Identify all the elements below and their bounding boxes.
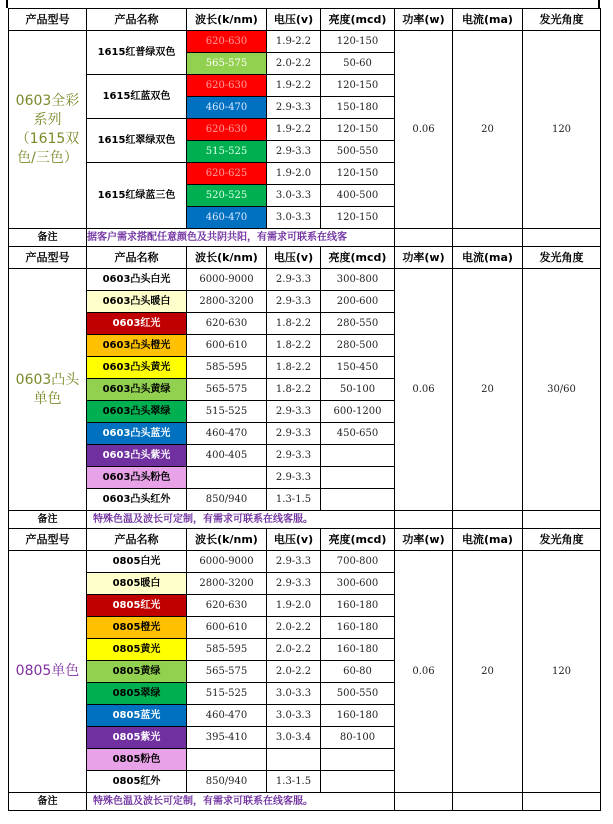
product-name: 0603凸头红外 (87, 489, 187, 511)
product-name: 0603凸头紫光 (87, 445, 187, 467)
model-cell: 0603凸头单色 (9, 269, 87, 511)
wavelength-cell: 620-630 (187, 119, 267, 141)
top-border-left (6, 0, 8, 8)
column-header: 电流(ma) (453, 9, 523, 31)
note-label: 备注 (9, 229, 87, 247)
brightness-cell (321, 445, 395, 467)
note-label: 备注 (9, 793, 87, 811)
table-row (9, 551, 601, 573)
column-header: 电压(v) (267, 529, 321, 551)
brightness-cell (321, 771, 395, 793)
product-name: 0603凸头翠绿 (87, 401, 187, 423)
current-cell: 20 (453, 31, 523, 229)
product-name: 0603凸头黄光 (87, 357, 187, 379)
product-name: 0603红光 (87, 313, 187, 335)
brightness-cell: 160-180 (321, 705, 395, 727)
column-header: 电流(ma) (453, 247, 523, 269)
product-name: 0805白光 (87, 551, 187, 573)
wavelength-cell: 515-525 (187, 141, 267, 163)
product-name: 0603凸头粉色 (87, 467, 187, 489)
wavelength-cell: 620-630 (187, 595, 267, 617)
product-name: 1615红绿蓝三色 (87, 163, 187, 229)
voltage-cell: 2.9-3.3 (267, 97, 321, 119)
brightness-cell: 450-650 (321, 423, 395, 445)
brightness-cell: 700-800 (321, 551, 395, 573)
led-spec-table (8, 8, 601, 811)
wavelength-cell: 850/940 (187, 489, 267, 511)
brightness-cell: 120-150 (321, 207, 395, 229)
voltage-cell: 2.9-3.3 (267, 445, 321, 467)
product-name: 0805黄光 (87, 639, 187, 661)
note-blank (453, 229, 523, 247)
voltage-cell: 1.9-2.2 (267, 119, 321, 141)
voltage-cell: 2.9-3.3 (267, 269, 321, 291)
note-blank (395, 793, 453, 811)
product-name: 0805黄绿 (87, 661, 187, 683)
wavelength-cell: 620-625 (187, 163, 267, 185)
note-blank (395, 229, 453, 247)
column-header: 产品名称 (87, 247, 187, 269)
product-name: 0805紫光 (87, 727, 187, 749)
voltage-cell: 3.0-3.3 (267, 683, 321, 705)
voltage-cell: 1.8-2.2 (267, 357, 321, 379)
angle-cell: 120 (523, 31, 601, 229)
product-name: 0805粉色 (87, 749, 187, 771)
voltage-cell: 3.0-3.4 (267, 727, 321, 749)
wavelength-cell: 460-470 (187, 423, 267, 445)
product-name: 1615红普绿双色 (87, 31, 187, 75)
wavelength-cell (187, 749, 267, 771)
voltage-cell (267, 749, 321, 771)
column-header: 电压(v) (267, 9, 321, 31)
wavelength-cell: 620-630 (187, 313, 267, 335)
brightness-cell: 160-180 (321, 639, 395, 661)
voltage-cell: 1.9-2.0 (267, 595, 321, 617)
column-header: 发光角度 (523, 9, 601, 31)
brightness-cell: 120-150 (321, 163, 395, 185)
brightness-cell: 300-800 (321, 269, 395, 291)
voltage-cell: 1.9-2.2 (267, 31, 321, 53)
brightness-cell: 500-550 (321, 141, 395, 163)
product-name: 0603凸头蓝光 (87, 423, 187, 445)
product-name: 0603凸头白光 (87, 269, 187, 291)
wavelength-cell: 585-595 (187, 639, 267, 661)
wavelength-cell: 620-630 (187, 75, 267, 97)
wavelength-cell: 850/940 (187, 771, 267, 793)
table-row (9, 31, 601, 53)
wavelength-cell: 395-410 (187, 727, 267, 749)
column-header: 功率(w) (395, 247, 453, 269)
product-name: 0603凸头黄绿 (87, 379, 187, 401)
column-header: 波长(k/nm) (187, 247, 267, 269)
voltage-cell: 3.0-3.3 (267, 705, 321, 727)
voltage-cell: 1.8-2.2 (267, 313, 321, 335)
voltage-cell: 1.9-2.0 (267, 163, 321, 185)
brightness-cell: 300-600 (321, 573, 395, 595)
voltage-cell: 2.0-2.2 (267, 617, 321, 639)
power-cell: 0.06 (395, 31, 453, 229)
wavelength-cell: 585-595 (187, 357, 267, 379)
voltage-cell: 1.3-1.5 (267, 771, 321, 793)
wavelength-cell: 400-405 (187, 445, 267, 467)
voltage-cell: 2.0-2.2 (267, 53, 321, 75)
product-name: 0805橙光 (87, 617, 187, 639)
column-header: 产品名称 (87, 9, 187, 31)
note-row (9, 793, 601, 811)
column-header: 发光角度 (523, 247, 601, 269)
wavelength-cell: 565-575 (187, 379, 267, 401)
note-blank (523, 793, 601, 811)
voltage-cell: 2.9-3.3 (267, 423, 321, 445)
column-header: 产品型号 (9, 9, 87, 31)
wavelength-cell: 2800-3200 (187, 291, 267, 313)
voltage-cell: 2.9-3.3 (267, 291, 321, 313)
column-header: 产品型号 (9, 247, 87, 269)
wavelength-cell: 620-630 (187, 31, 267, 53)
note-blank (453, 511, 523, 529)
column-header: 波长(k/nm) (187, 529, 267, 551)
angle-cell: 120 (523, 551, 601, 793)
note-text: 据客户需求搭配任意颜色及共阴共阳，有需求可联系在线客 (87, 229, 395, 247)
wavelength-cell (187, 467, 267, 489)
column-header: 亮度(mcd) (321, 529, 395, 551)
column-header: 亮度(mcd) (321, 247, 395, 269)
header-row (9, 247, 601, 269)
brightness-cell: 80-100 (321, 727, 395, 749)
brightness-cell: 120-150 (321, 31, 395, 53)
voltage-cell: 2.0-2.2 (267, 661, 321, 683)
model-cell: 0805单色 (9, 551, 87, 793)
brightness-cell: 120-150 (321, 75, 395, 97)
column-header: 功率(w) (395, 529, 453, 551)
brightness-cell: 150-450 (321, 357, 395, 379)
note-blank (523, 511, 601, 529)
product-name: 0805翠绿 (87, 683, 187, 705)
current-cell: 20 (453, 269, 523, 511)
product-name: 0603凸头橙光 (87, 335, 187, 357)
brightness-cell (321, 749, 395, 771)
voltage-cell: 2.9-3.3 (267, 467, 321, 489)
note-text: 特殊色温及波长可定制，有需求可联系在线客服。 (87, 511, 395, 529)
brightness-cell: 60-80 (321, 661, 395, 683)
wavelength-cell: 460-470 (187, 97, 267, 119)
voltage-cell: 1.8-2.2 (267, 379, 321, 401)
header-row (9, 9, 601, 31)
brightness-cell: 280-550 (321, 313, 395, 335)
column-header: 产品型号 (9, 529, 87, 551)
power-cell: 0.06 (395, 269, 453, 511)
brightness-cell: 160-180 (321, 595, 395, 617)
note-blank (523, 229, 601, 247)
note-row (9, 229, 601, 247)
product-name: 0805暖白 (87, 573, 187, 595)
wavelength-cell: 520-525 (187, 185, 267, 207)
brightness-cell: 600-1200 (321, 401, 395, 423)
product-name: 0603凸头暖白 (87, 291, 187, 313)
note-text: 特殊色温及波长可定制，有需求可联系在线客服。 (87, 793, 395, 811)
product-name: 1615红蓝双色 (87, 75, 187, 119)
note-label: 备注 (9, 511, 87, 529)
brightness-cell: 50-100 (321, 379, 395, 401)
voltage-cell: 3.0-3.3 (267, 185, 321, 207)
column-header: 功率(w) (395, 9, 453, 31)
voltage-cell: 1.9-2.2 (267, 75, 321, 97)
column-header: 波长(k/nm) (187, 9, 267, 31)
brightness-cell: 160-180 (321, 617, 395, 639)
column-header: 电压(v) (267, 247, 321, 269)
note-blank (453, 793, 523, 811)
wavelength-cell: 600-610 (187, 617, 267, 639)
table-row (9, 269, 601, 291)
voltage-cell: 3.0-3.3 (267, 207, 321, 229)
header-row (9, 529, 601, 551)
product-name: 0805红光 (87, 595, 187, 617)
voltage-cell: 1.8-2.2 (267, 335, 321, 357)
current-cell: 20 (453, 551, 523, 793)
wavelength-cell: 460-470 (187, 207, 267, 229)
brightness-cell: 120-150 (321, 119, 395, 141)
note-blank (395, 511, 453, 529)
product-name: 0805红外 (87, 771, 187, 793)
brightness-cell (321, 467, 395, 489)
model-cell: 0603全彩系列（1615双色/三色） (9, 31, 87, 229)
column-header: 发光角度 (523, 529, 601, 551)
wavelength-cell: 600-610 (187, 335, 267, 357)
wavelength-cell: 2800-3200 (187, 573, 267, 595)
wavelength-cell: 6000-9000 (187, 269, 267, 291)
wavelength-cell: 565-575 (187, 53, 267, 75)
wavelength-cell: 515-525 (187, 401, 267, 423)
brightness-cell: 500-550 (321, 683, 395, 705)
column-header: 产品名称 (87, 529, 187, 551)
angle-cell: 30/60 (523, 269, 601, 511)
brightness-cell: 280-500 (321, 335, 395, 357)
brightness-cell: 50-60 (321, 53, 395, 75)
voltage-cell: 2.9-3.3 (267, 401, 321, 423)
column-header: 亮度(mcd) (321, 9, 395, 31)
voltage-cell: 1.3-1.5 (267, 489, 321, 511)
brightness-cell: 200-600 (321, 291, 395, 313)
brightness-cell: 400-500 (321, 185, 395, 207)
voltage-cell: 2.9-3.3 (267, 141, 321, 163)
product-name: 0805蓝光 (87, 705, 187, 727)
brightness-cell: 150-180 (321, 97, 395, 119)
top-border-right (598, 0, 600, 8)
wavelength-cell: 515-525 (187, 683, 267, 705)
brightness-cell (321, 489, 395, 511)
voltage-cell: 2.9-3.3 (267, 573, 321, 595)
wavelength-cell: 6000-9000 (187, 551, 267, 573)
product-name: 1615红翠绿双色 (87, 119, 187, 163)
column-header: 电流(ma) (453, 529, 523, 551)
power-cell: 0.06 (395, 551, 453, 793)
note-row (9, 511, 601, 529)
wavelength-cell: 565-575 (187, 661, 267, 683)
voltage-cell: 2.9-3.3 (267, 551, 321, 573)
voltage-cell: 2.0-2.2 (267, 639, 321, 661)
wavelength-cell: 460-470 (187, 705, 267, 727)
